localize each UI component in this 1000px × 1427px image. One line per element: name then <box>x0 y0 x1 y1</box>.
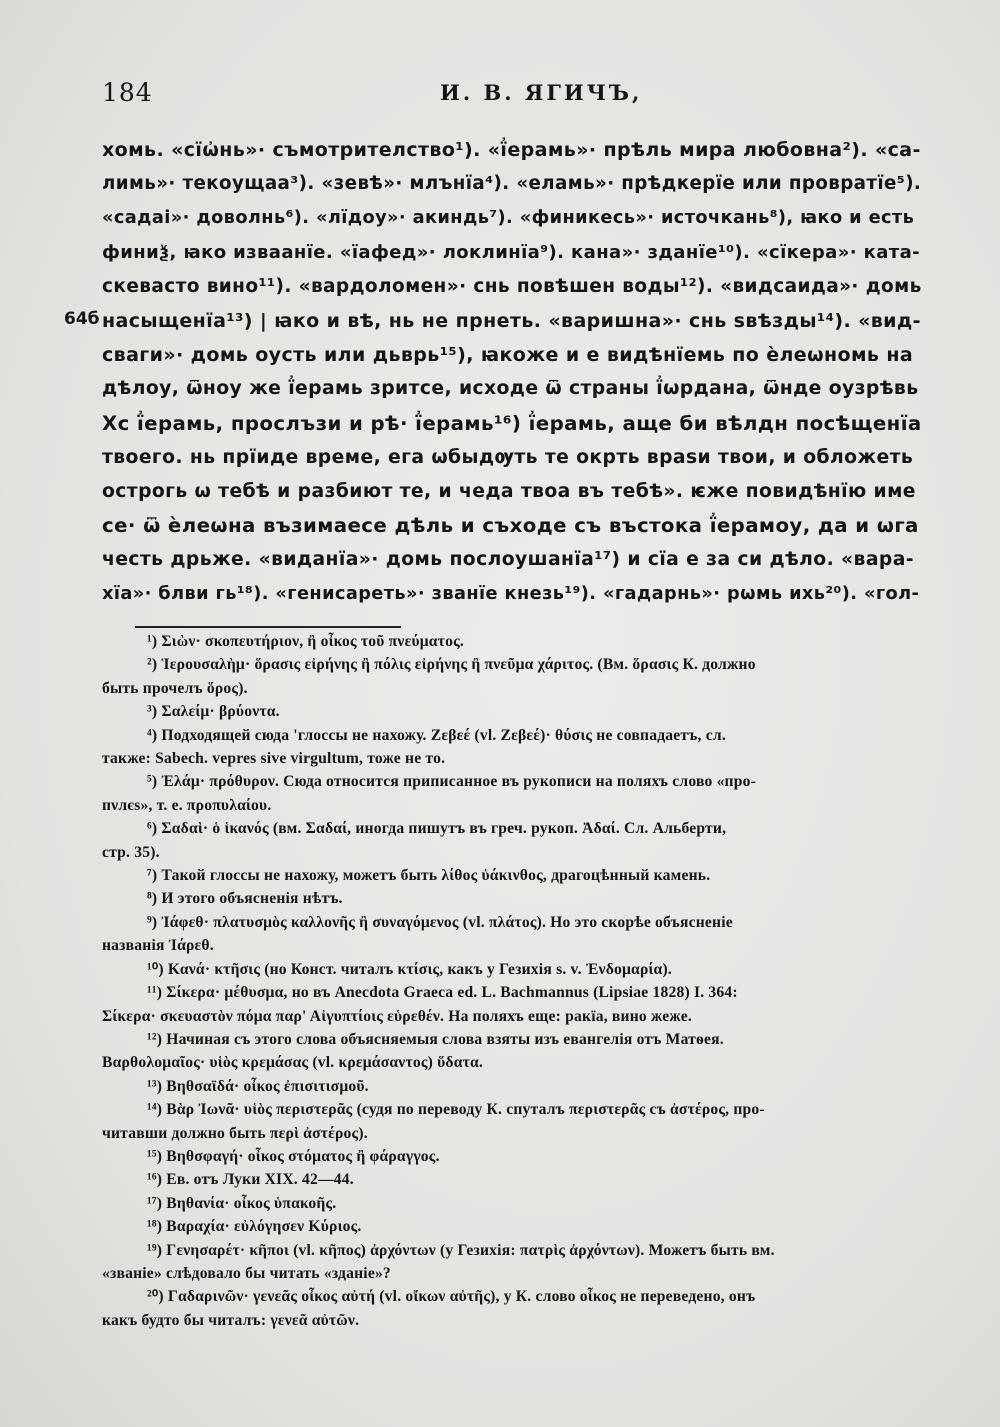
footnote-continuation-line: какъ будто бы читалъ: γενεᾶ αὐτῶν. <box>102 1311 360 1329</box>
footnote-separator-rule <box>135 626 401 628</box>
footnote-line: ¹⁶) Ев. отъ Луки XIX. 42—44. <box>147 1171 354 1189</box>
footnote-line: ⁹) Ἰάφεθ· πλατυσμὸς καλλονῆς ἢ συναγόμενος (vl. πλάτος). Но это скорѣе объясненіе <box>147 913 733 931</box>
footnote-continuation-line: пνлєѕ», т. е. προπυλαίου. <box>102 796 272 814</box>
footnote-line: ¹⁰) Κανά· κτῆσις (но Конст. читалъ κτίσις, какъ у Гезихія s. v. Ἐνδομαρία). <box>147 960 672 978</box>
footnote-line: ¹²) Начиная съ этого слова объясняемыя слова взяты изъ евангелія отъ Матѳея. <box>147 1030 724 1048</box>
footnote-line: ¹⁵) Βηθσφαγή· οἶκος στόματος ἢ φάραγγος. <box>147 1147 440 1165</box>
text-line: острогь ѡ тебѣ и разбиют те, и чеда твоа въ тебѣ». ѥже повидѣнїю име <box>102 480 916 502</box>
footnote-continuation-line: Σίκερα· σκευαστὸν πόμα παρ' Αἰγυπτίοις εὑρεθέν. На поляхъ еще: ракїа, вино жеже. <box>102 1007 692 1025</box>
text-line: скевасто вино¹¹). «вардоломен»· снь повѣшен воды¹²). «видсаида»· домь <box>102 275 922 297</box>
footnote-line: ⁶) Σαδαὶ· ὁ ἱκανός (вм. Σαδαί, иногда пишутъ въ греч. рукоп. Ἀδαί. Сл. Альберти, <box>147 820 727 838</box>
margin-folio-note: 64б <box>64 309 100 329</box>
footnote-line: ³) Σαλείμ· βρύοντα. <box>147 703 280 721</box>
footnote-line: ⁷) Такой глоссы не нахожу, можетъ быть λίθος ὑάκινθος, драгоцѣнный камень. <box>147 867 711 885</box>
footnote-line: ¹) Σιὼν· σκοπευτήριον, ἢ οἶκος τοῦ πνεύματος. <box>147 633 464 650</box>
footnote-line: ⁵) Ἐλάμ· πρόθυρον. Сюда относится приписанное въ рукописи на поляхъ слово «про- <box>147 773 757 791</box>
footnote-continuation-line: читавши должно быть περὶ ἀστέρος). <box>102 1124 368 1142</box>
footnote-line: ¹⁴) Βὰρ Ἰωνᾶ· υἱὸς περιστερᾶς (судя по переводу К. спуталъ περιστερᾶς съ ἀστέρος, про- <box>147 1101 765 1119</box>
footnote-line: ¹³) Βηθσαϊδά· οἶκος ἐπισιτισμοῦ. <box>147 1077 369 1095</box>
text-line: дѣлоу, ѿноу же ї҆ерамь зритсе, исходе ѿ страны ї҆ѡрдана, ѿнде оузрѣвь <box>102 378 919 400</box>
footnotes-block <box>102 630 922 1332</box>
text-line: Хс ї҆ерамь, прослъзи и рѣ· ї҆ерамь¹⁶) ї҆ерамь, аще би вѣлдн посѣщенїа <box>102 411 922 435</box>
footnote-continuation-line: также: Sabech. vepres sive virgultum, тоже не то. <box>102 750 446 768</box>
footnote-continuation-line: Βαρθολομαῖος· υἱὸς κρεμάσας (vl. κρεμάσαντος) ὕδατα. <box>102 1054 483 1072</box>
text-line: финиѯ, ꙗко изваанїе. «їафед»· локлинїа⁹). кана»· зданїе¹⁰). «сїкера»· ката- <box>102 241 921 263</box>
text-line: твоего. нь прїиде време, ега ѡбыдѹть те окрть враѕи твои, и обложеть <box>102 446 914 468</box>
footnote-continuation-line: «званіе» слѣдовало бы читать «зданіе»? <box>102 1264 391 1282</box>
footnote-line: ¹⁷) Βηθανία· οἶκος ὑπακοῆς. <box>147 1194 337 1212</box>
page-number: 184 <box>102 78 153 107</box>
footnote-line: ⁴) Подходящей сюда 'глоссы не нахожу. Ζεβεέ (vl. Ζεβεέ)· θύσις не совпадаетъ, сл. <box>147 726 726 744</box>
footnote-line: ¹¹) Σίκερα· μέθυσμα, но въ Anecdota Graeca ed. L. Bachmannus (Lipsiae 1828) I. 364: <box>147 984 738 1002</box>
text-line: «садаі»· доволнь⁶). «лїдоу»· акиндь⁷). «финикесь»· источкань⁸), ꙗко и есть <box>102 208 915 229</box>
footnote-line: ¹⁸) Βαραχία· εὐλόγησεν Κύριος. <box>147 1218 362 1236</box>
page-header <box>102 78 922 114</box>
footnote-continuation-line: стр. 35). <box>102 843 160 861</box>
text-line: лимь»· текоущаа³). «зевѣ»· млънїа⁴). «еламь»· прѣдкерїе или провратїе⁵). <box>102 173 922 195</box>
footnote-line: ¹⁹) Γενησαρέτ· κῆποι (vl. κῆπος) ἀρχόντων (у Гезихія: πατρὶς ἀρχόντων). Можетъ быть вм. <box>147 1241 775 1259</box>
text-line: насыщенїа¹³) | ꙗко и вѣ, нь не прнеть. «варишна»· снь ѕвѣзды¹⁴). «вид- <box>102 309 921 332</box>
text-line: хїа»· блви гь¹⁸). «генисареть»· званїе кнезь¹⁹). «гадарнь»· рѡмь ихь²⁰). «гол- <box>102 584 920 605</box>
text-line: хомь. «сїѡ҆нь»· съмотрителство¹). «ї҆ерамь»· прѣль мира любовна²). «са- <box>102 139 921 161</box>
text-line: честь дрьже. «виданїа»· домь послоушанїа¹⁷) и сїа е за си дѣло. «вара- <box>102 549 914 571</box>
footnote-continuation-line: названія Ἰάρεθ. <box>102 937 214 955</box>
running-title: И. В. ЯГИЧЪ, <box>440 80 643 105</box>
footnote-continuation-line: быть прочелъ ὅρος). <box>102 679 248 697</box>
main-text-block <box>102 133 922 612</box>
footnote-line: ²) Ἱερουσαλὴμ· ὅρασις εἰρήνης ἢ πόλις εἰρήνης ἢ πνεῦμα χάριτος. (Вм. ὅρασις К. должно <box>147 656 756 674</box>
text-line: се· ѿ ѐлеѡна възимаесе дѣль и съходе съ въстока ї҆ерамоу, да и ѡга <box>102 514 919 538</box>
footnote-line: ⁸) И этого объясненія нѣтъ. <box>147 890 343 908</box>
footnote-line: ²⁰) Γαδαρινῶν· γενεᾶς οἶκος αὐτή (vl. οἴκων αὐτῆς), у К. слово οἶκος не переведено, онъ <box>147 1288 756 1306</box>
text-line: сваги»· домь оусть или дьврь¹⁵), ꙗкоже и е видѣнїемь по ѐлеѡномь на <box>102 344 914 367</box>
